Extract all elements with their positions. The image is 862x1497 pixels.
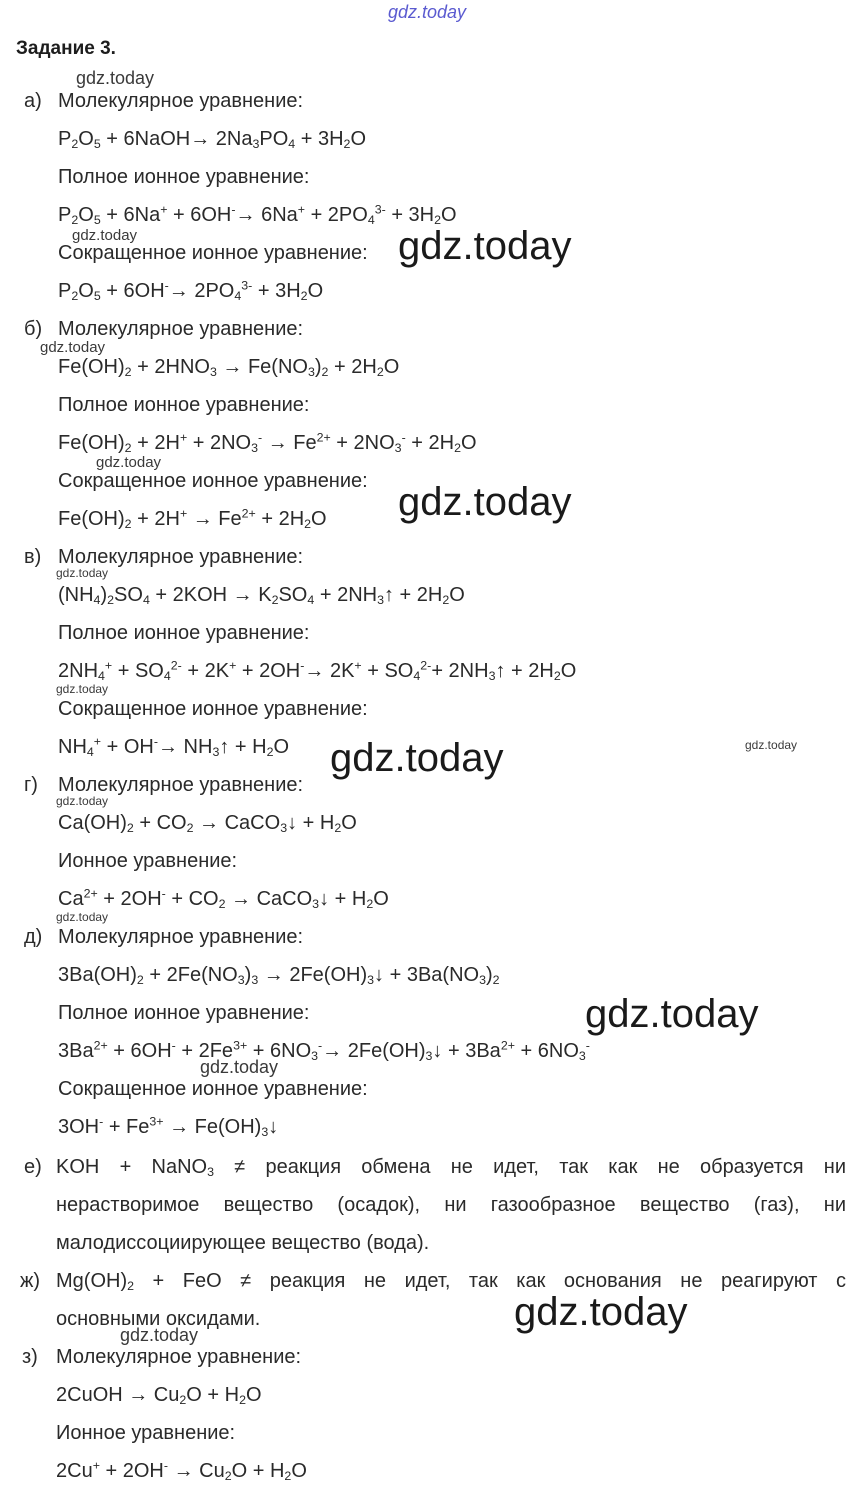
- item-label-a: а): [24, 90, 42, 112]
- equation: $Fe(OH)_2 + 2H^+ + 2NO_3^- \to Fe^{2+} + 2NO_3^- + 2H_2O$: [58, 430, 477, 456]
- watermark: gdz.today: [120, 1325, 199, 1345]
- watermark: gdz.today: [56, 794, 109, 808]
- caption-short-ionic: Сокращенное ионное уравнение:: [58, 698, 368, 720]
- page-title: Задание 3.: [16, 38, 116, 59]
- equation: 2CuOH → $Cu_2O + H_2O$: [56, 1384, 262, 1408]
- caption-full-ionic: Полное ионное уравнение:: [58, 1002, 310, 1024]
- watermark: gdz.today: [56, 682, 109, 696]
- paragraph-zh-line1: $Mg(OH)_2$ + FeO ≠ реакция не идет, так как основания не реагируют с: [56, 1270, 847, 1294]
- equation: $2Cu^+ + 2OH^- \to Cu_2O + H_2O$: [56, 1458, 307, 1484]
- caption-molecular: Молекулярное уравнение:: [58, 926, 304, 948]
- watermark: gdz.today: [96, 454, 162, 471]
- paragraph-e-line2: нерастворимое вещество (осадок), ни газообразное вещество (газ), ни: [56, 1194, 846, 1216]
- caption-short-ionic: Сокращенное ионное уравнение:: [58, 470, 368, 492]
- watermark: gdz.today: [40, 339, 106, 356]
- watermark: gdz.today: [200, 1057, 279, 1077]
- watermark: gdz.today: [76, 68, 155, 88]
- item-label-z: з): [22, 1346, 38, 1368]
- caption-molecular: Молекулярное уравнение:: [56, 1346, 302, 1368]
- caption-short-ionic: Сокращенное ионное уравнение:: [58, 1078, 368, 1100]
- item-label-b: б): [24, 318, 43, 340]
- caption-full-ionic: Полное ионное уравнение:: [58, 622, 310, 644]
- paragraph-text: ≠ реакция не идет, так как основания не реагируют с: [240, 1270, 847, 1292]
- watermark-large: gdz.today: [398, 480, 572, 524]
- paragraph-e-line1: KOH + NaNO$_3$ ≠ реакция обмена не идет, так как не образуется ни: [56, 1156, 846, 1180]
- caption-ionic: Ионное уравнение:: [58, 850, 238, 872]
- equation: $(NH_4)_2SO_4 + 2KOH \to K_2SO_4$ + $2NH_3↑ + 2H_2O$: [58, 584, 465, 608]
- caption-molecular: Молекулярное уравнение:: [58, 774, 304, 796]
- caption-molecular: Молекулярное уравнение:: [58, 90, 304, 112]
- watermark: gdz.today: [56, 566, 109, 580]
- equation: $3Ba^{2+} + 6OH^- + 2Fe^{3+} + 6NO_3^-\to$ $2Fe(OH)_3↓ + 3Ba^{2+} + 6NO_3^-$: [58, 1038, 590, 1064]
- paragraph-zh-line2: основными оксидами.: [56, 1308, 261, 1330]
- equation: $P_2O_5$ + 6NaOH→ $2Na_3PO_4 + 3H_2O$: [58, 128, 366, 152]
- item-label-zh: ж): [20, 1270, 41, 1292]
- equation: $NH_4^+ + OH^-\to$ $NH_3↑ + H_2O$: [58, 734, 290, 760]
- item-label-g: г): [24, 774, 38, 796]
- watermark: gdz.today: [745, 738, 798, 752]
- item-label-d: д): [24, 926, 43, 948]
- watermark-top: gdz.today: [388, 2, 467, 22]
- equation: $Fe(OH)_2 + 2H^+ \to Fe^{2+} + 2H_2O$: [58, 506, 327, 532]
- watermark: gdz.today: [72, 227, 138, 244]
- watermark: gdz.today: [56, 910, 109, 924]
- equation: $Ca(OH)_2 + CO_2$ → CaCO$_3$↓ + $H_2O$: [58, 812, 357, 836]
- caption-short-ionic: Сокращенное ионное уравнение:: [58, 242, 368, 264]
- equation: $P_2O_5 + 6Na^+ + 6OH^-\to 6Na^+ + 2PO_4^{3-} + 3H_2O$: [58, 202, 457, 228]
- caption-full-ionic: Полное ионное уравнение:: [58, 166, 310, 188]
- equation: $2NH_4^+ + SO_4^{2-} + 2K^+ + 2OH^-\to 2K^+ + SO_4^{2-}+$ $2NH_3↑ + 2H_2O$: [58, 658, 577, 684]
- equation: $Ca^{2+} + 2OH^- + CO_2$ → CaCO$_3$↓ + $H_2O$: [58, 886, 389, 912]
- paragraph-text: ≠ реакция обмена не идет, так как не образуется ни: [234, 1156, 846, 1178]
- watermark-large: gdz.today: [514, 1290, 688, 1334]
- equation: $Fe(OH)_2 + 2HNO_3 \to Fe(NO_3)_2 + 2H_2O$: [58, 356, 400, 380]
- item-label-v: в): [24, 546, 42, 568]
- caption-molecular: Молекулярное уравнение:: [58, 318, 304, 340]
- item-label-e: е): [24, 1156, 42, 1178]
- caption-ionic: Ионное уравнение:: [56, 1422, 236, 1444]
- paragraph-e-line3: малодиссоциирующее вещество (вода).: [56, 1232, 430, 1254]
- watermark-large: gdz.today: [330, 736, 504, 780]
- caption-full-ionic: Полное ионное уравнение:: [58, 394, 310, 416]
- caption-molecular: Молекулярное уравнение:: [58, 546, 304, 568]
- watermark-large: gdz.today: [398, 224, 572, 268]
- equation: $P_2O_5 + 6OH^-\to 2PO_4^{3-} + 3H_2O$: [58, 278, 324, 304]
- equation: $3Ba(OH)_2 + 2Fe(NO_3)_3$ → $2Fe(OH)_3↓ + 3Ba(NO_3)_2$: [58, 964, 500, 988]
- watermark-large: gdz.today: [585, 992, 759, 1036]
- equation: $3OH^- + Fe^{3+}$ → $Fe(OH)_3↓$: [58, 1114, 279, 1140]
